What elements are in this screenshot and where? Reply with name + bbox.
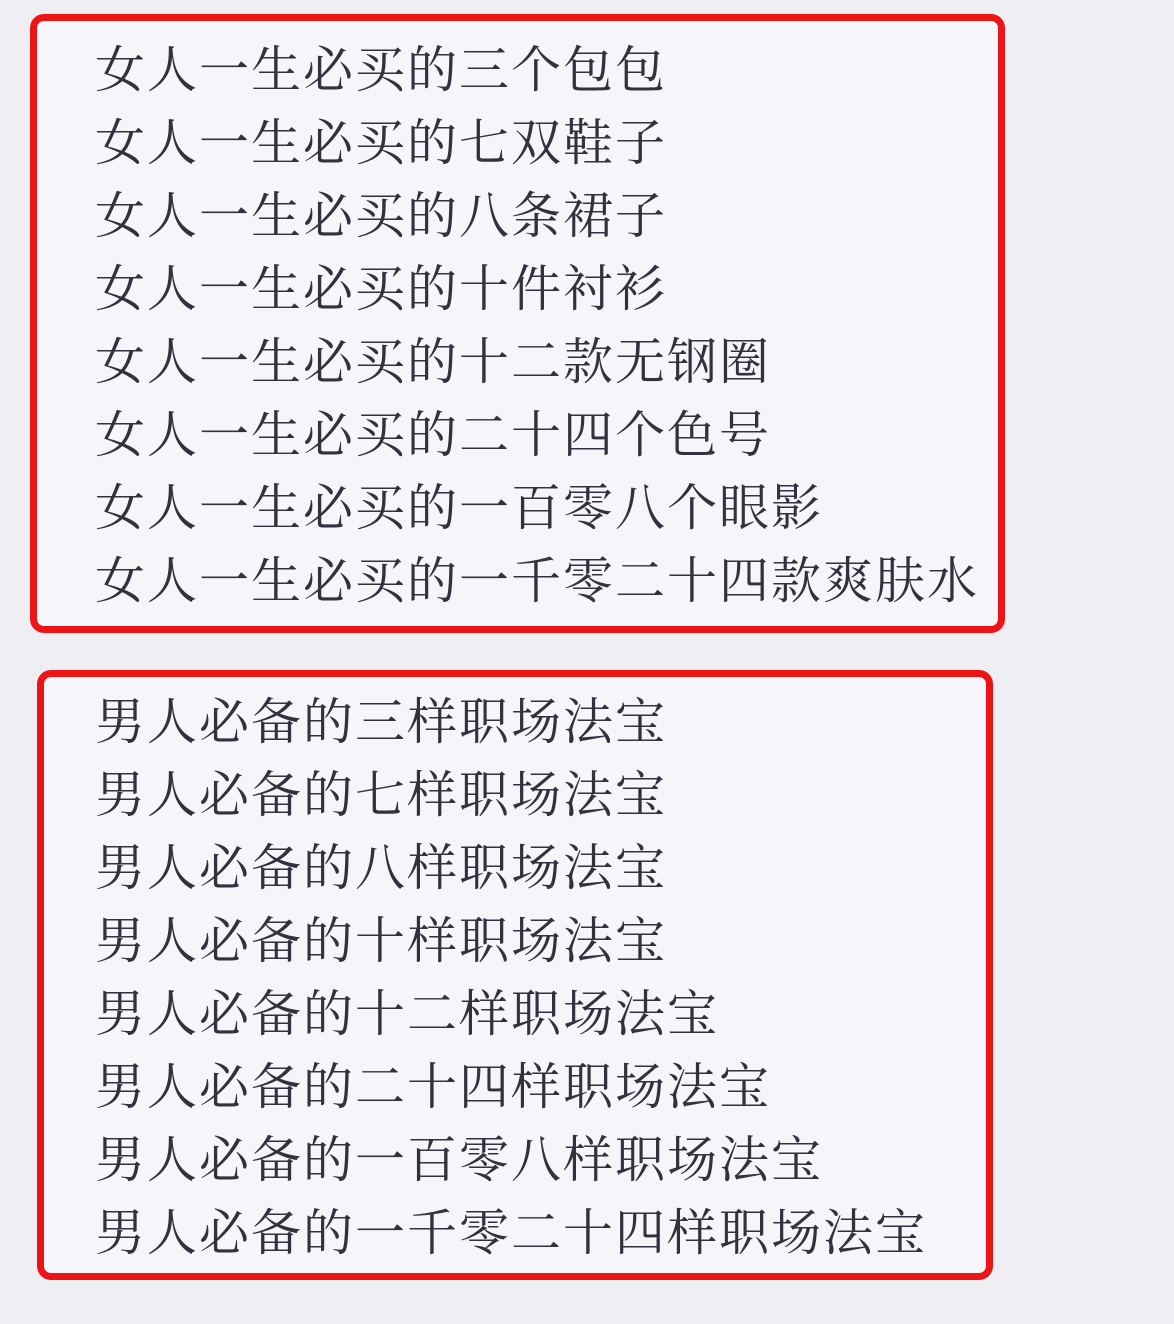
highlight-box-men-list bbox=[37, 670, 993, 1280]
list-item: 男人必备的十样职场法宝 bbox=[95, 913, 667, 969]
list-item: 男人必备的八样职场法宝 bbox=[95, 840, 667, 896]
list-item: 女人一生必买的八条裙子 bbox=[95, 188, 667, 244]
list-item: 女人一生必买的二十四个色号 bbox=[95, 407, 771, 463]
list-item: 男人必备的七样职场法宝 bbox=[95, 767, 667, 823]
list-item: 男人必备的二十四样职场法宝 bbox=[95, 1059, 771, 1115]
list-item: 男人必备的三样职场法宝 bbox=[95, 694, 667, 750]
list-item: 男人必备的十二样职场法宝 bbox=[95, 986, 719, 1042]
list-item: 女人一生必买的十件衬衫 bbox=[95, 261, 667, 317]
list-item: 女人一生必买的一百零八个眼影 bbox=[95, 480, 823, 536]
list-item: 女人一生必买的三个包包 bbox=[95, 42, 667, 98]
list-item: 男人必备的一百零八样职场法宝 bbox=[95, 1132, 823, 1188]
list-item: 女人一生必买的七双鞋子 bbox=[95, 115, 667, 171]
page-canvas bbox=[0, 14, 1174, 1280]
list-item: 女人一生必买的一千零二十四款爽肤水 bbox=[95, 553, 979, 609]
list-item: 男人必备的一千零二十四样职场法宝 bbox=[95, 1205, 927, 1261]
highlight-box-women-list bbox=[30, 14, 1005, 633]
list-item: 女人一生必买的十二款无钢圈 bbox=[95, 334, 771, 390]
